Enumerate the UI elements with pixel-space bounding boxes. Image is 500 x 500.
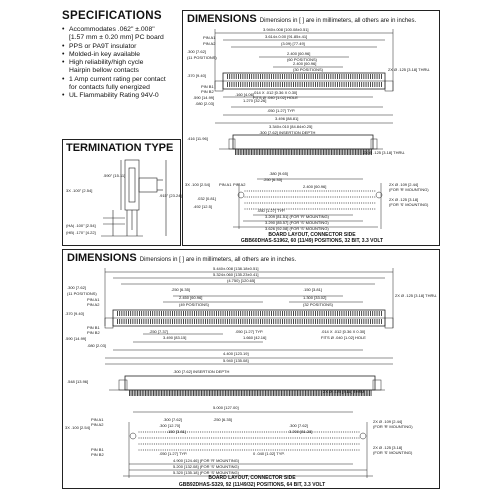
dim-label: 2X Ø .125 [3.18] THRU. (323, 389, 366, 394)
dim-label: .300 [7.62] (163, 417, 182, 422)
spec-item: • PPS or PA9T insulator (62, 43, 180, 51)
dim-label: .250 [6.35] (171, 287, 190, 292)
dim-label: 5.940 [135.08] (223, 358, 249, 363)
dim-label: 3.209 [81.51] (FOR 'R' MOUNTING) (265, 214, 329, 219)
spec-item: • Accommodates .062" ±.008" (62, 26, 180, 34)
dim-label: 5.320 [135.18] (FOR 'S' MOUNTING) (173, 470, 239, 475)
board-holes (244, 190, 375, 209)
dim-label: FITS Ø .040 [1.02] HOLE (253, 95, 298, 100)
dim-label: .300 [7.62] (289, 423, 308, 428)
spec-item: • High reliability/high cycle (62, 59, 180, 67)
dim-label: .050 [1.27] TYP. (235, 329, 264, 334)
dim-label: .150 [3.81] (303, 287, 322, 292)
dim-label: 2X Ø .109 [2.44] (389, 182, 419, 187)
dim-label: 5.000 [127.00] (213, 405, 239, 410)
dim-label: .416 [11.96] (187, 136, 208, 141)
pin-label: PIN A2 (203, 41, 216, 46)
dim-label: 0 .040 [1.02] TYP. (253, 451, 285, 456)
term-dim: .590" [15.11] (103, 173, 126, 178)
dim-label: .300 [7.62] INSERTION DEPTH (259, 130, 316, 135)
dim-label: 3.490 [83.15] (163, 335, 187, 340)
dim-label: 3.200 [81.28] (289, 429, 313, 434)
dim-label: 3X .100 [2.54] (65, 425, 90, 430)
pin-label: PIN A1 (203, 35, 216, 40)
dim-label: .050 [1.27] TYP. (159, 451, 188, 456)
dim-label: (FOR 'R' MOUNTING) (389, 187, 429, 192)
dim-label: 2.400 [60.96] (293, 61, 317, 66)
contact-pins (117, 311, 382, 324)
dim-label: (FOR 'S' MOUNTING) (389, 202, 429, 207)
board-layout-caption: BOARD LAYOUT, CONNECTOR SIDE (208, 475, 296, 481)
pin-label: PIN B1 (91, 447, 104, 452)
dim-label: (11 POSITIONS) (187, 55, 217, 60)
dim-label: .014 X .012 [0.36 X 0.30] (253, 90, 298, 95)
dimensions-top-drawing (183, 11, 441, 247)
termination-title: TERMINATION TYPE (66, 142, 174, 154)
dim-label: .590 [14.99] (65, 336, 87, 341)
dimensions-subtitle: Dimensions in [ ] are in millimeters, all others are in inches. (259, 18, 417, 24)
dim-label: 3.940±.008 [100.08±0.51] (263, 27, 309, 32)
dim-label: 3.340±.010 [84.84±0.25] (269, 124, 313, 129)
dim-label: .080 [2.03] (87, 343, 106, 348)
pin-label: PIN A1 (219, 182, 232, 187)
dim-label: 2.400 [60.96] (303, 184, 327, 189)
dim-label: .492 [12.5] (193, 204, 212, 209)
term-dim: (HA) .100" [2.54] (66, 223, 96, 228)
dim-label: 4.400 [123.19] (223, 351, 249, 356)
dimensions-subtitle: Dimensions in [ ] are in millimeters, all others are in inches. (139, 257, 297, 263)
board-holes (138, 431, 359, 450)
spec-item: [1.57 mm ± 0.20 mm] PC board (69, 34, 164, 42)
spec-item: • 1 Amp current rating per contact (62, 76, 180, 84)
contact-pins (235, 149, 372, 155)
dim-label: 5.324±.060 [135.23±0.41] (213, 272, 259, 277)
dim-label: .250 [6.35] (263, 177, 282, 182)
dim-label: 2X Ø .125 [3.18] THRU. (363, 150, 406, 155)
specifications-block (62, 10, 180, 101)
dim-label: (FOR 'R' MOUNTING) (373, 424, 413, 429)
dim-label: 5.440±.008 [138.18±0.51] (213, 266, 259, 271)
termination-type-panel (62, 139, 181, 246)
dim-label: (11 POSITIONS) (67, 291, 97, 296)
dim-label: 2.400 [60.96] (287, 51, 311, 56)
dim-label: .548 [13.96] (67, 379, 89, 384)
contact-pins (227, 74, 382, 87)
dimensions-title: DIMENSIONS (187, 13, 257, 25)
dim-label: 2X Ø .125 [3.18] THRU. (395, 293, 438, 298)
dim-label: 3.614±.0.00 [91.85±.41] (265, 34, 308, 39)
pin-label: PIN B1 (201, 84, 214, 89)
dim-label: 2X Ø .125 [3.18] (373, 445, 403, 450)
term-dim: .915" [23.24] (159, 193, 182, 198)
pin-label: PIN B1 (87, 325, 100, 330)
dim-label: 2X Ø .125 [3.18] THRU. (388, 67, 431, 72)
dim-label: 5.200 [132.08] (FOR 'S' MOUNTING) (173, 464, 239, 469)
term-dim: (HB) .170" [4.22] (66, 230, 96, 235)
pin-label: PIN B2 (87, 330, 100, 335)
spec-item: • Molded-in key available (62, 51, 180, 59)
spec-item: • UL Flammability Rating 94V-0 (62, 92, 180, 100)
dim-label: .080 [2.03] (195, 101, 214, 106)
specifications-title: SPECIFICATIONS (62, 10, 162, 22)
dim-label: 4.900 [124.46] (FOR 'R' MOUNTING) (173, 458, 240, 463)
dim-label: .380 [9.65] (269, 171, 288, 176)
term-dim: 3X .100" [2.54] (66, 188, 93, 193)
dim-label: 2X Ø .125 [3.18] (389, 197, 419, 202)
dim-label: 3.290 [85.57] (FOR 'S' MOUNTING) (265, 220, 329, 225)
dim-label: .150 [3.81] (167, 429, 186, 434)
dim-label: (60 POSITIONS) (287, 57, 318, 62)
dim-label: .250 [6.35] (213, 417, 232, 422)
dim-label: (30 POSITIONS) (293, 67, 324, 72)
pin-label: PIN A2 (91, 422, 104, 427)
dim-label: 3.496 [88.81] (275, 116, 299, 121)
dim-label: 1.270 [32.26] (243, 98, 267, 103)
dim-label: (FOR 'S' MOUNTING) (373, 450, 413, 455)
part-number-caption: GBB60DHAS-S1962, 60 (11/49) POSITIONS, 32 BIT, 3.3 VOLT (240, 238, 384, 244)
dim-label: 3.626 [92.08] (FOR 'S' MOUNTING) (265, 226, 329, 231)
dim-label: .250 [7.37] (149, 329, 168, 334)
dim-label: .032 [0.81] (197, 196, 216, 201)
dim-label: .300 [7.62] INSERTION DEPTH (173, 369, 230, 374)
dim-label: (3.09) [77.49] (281, 41, 305, 46)
dim-label: (32 POSITIONS) (303, 302, 334, 307)
dim-label: .160 [4.06] (235, 92, 254, 97)
dim-label: 1.660 [42.16] (243, 335, 267, 340)
dimensions-bottom-panel (62, 249, 440, 489)
dim-label: .300 [7.62] (187, 49, 206, 54)
board-layout-caption: BOARD LAYOUT, CONNECTOR SIDE (268, 232, 356, 238)
dim-label: .370 [9.40] (187, 73, 206, 78)
dim-label: 3X .100 [2.54] (185, 182, 210, 187)
dimensions-top-panel (182, 10, 440, 246)
pin-label: PIN A1 (91, 417, 104, 422)
dim-label: FITS Ø .040 [1.02] HOLE (321, 335, 366, 340)
dim-label: 2.450 [60.96] (179, 295, 203, 300)
dim-label: 1.300 [33.02] (303, 295, 327, 300)
dim-label: .014 X .012 [0.36 X 0.30] (321, 329, 366, 334)
pin-label: PIN B2 (91, 452, 104, 457)
pin-label: PIN A2 (233, 182, 246, 187)
pin-label: PIN A2 (87, 302, 100, 307)
dim-label: .590 [14.99] (193, 95, 215, 100)
dim-label: (49 POSITIONS) (179, 302, 210, 307)
pin-label: PIN B2 (201, 89, 214, 94)
pin-label: PIN A1 (87, 297, 100, 302)
dim-label: (4.750) [120.65] (227, 278, 256, 283)
dimensions-title: DIMENSIONS (67, 252, 137, 264)
dim-label: .300 [7.62] (67, 285, 86, 290)
dim-label: .300 [12.70] (159, 423, 181, 428)
part-number-caption: GBB92DHAS-S329, 92 (11/49/32) POSITIONS, 64 BIT, 3.3 VOLT (178, 482, 326, 488)
dim-label: .050 [1.27] TYP. (267, 108, 296, 113)
specifications-list (62, 26, 180, 101)
spec-item: Hairpin bellow contacts (69, 67, 139, 75)
dim-label: .050 [1.27] TYP. (257, 208, 286, 213)
dim-label: 2X Ø .109 [2.44] (373, 419, 403, 424)
spec-item: for contacts fully energized (69, 84, 150, 92)
dim-label: .370 [9.40] (65, 311, 84, 316)
